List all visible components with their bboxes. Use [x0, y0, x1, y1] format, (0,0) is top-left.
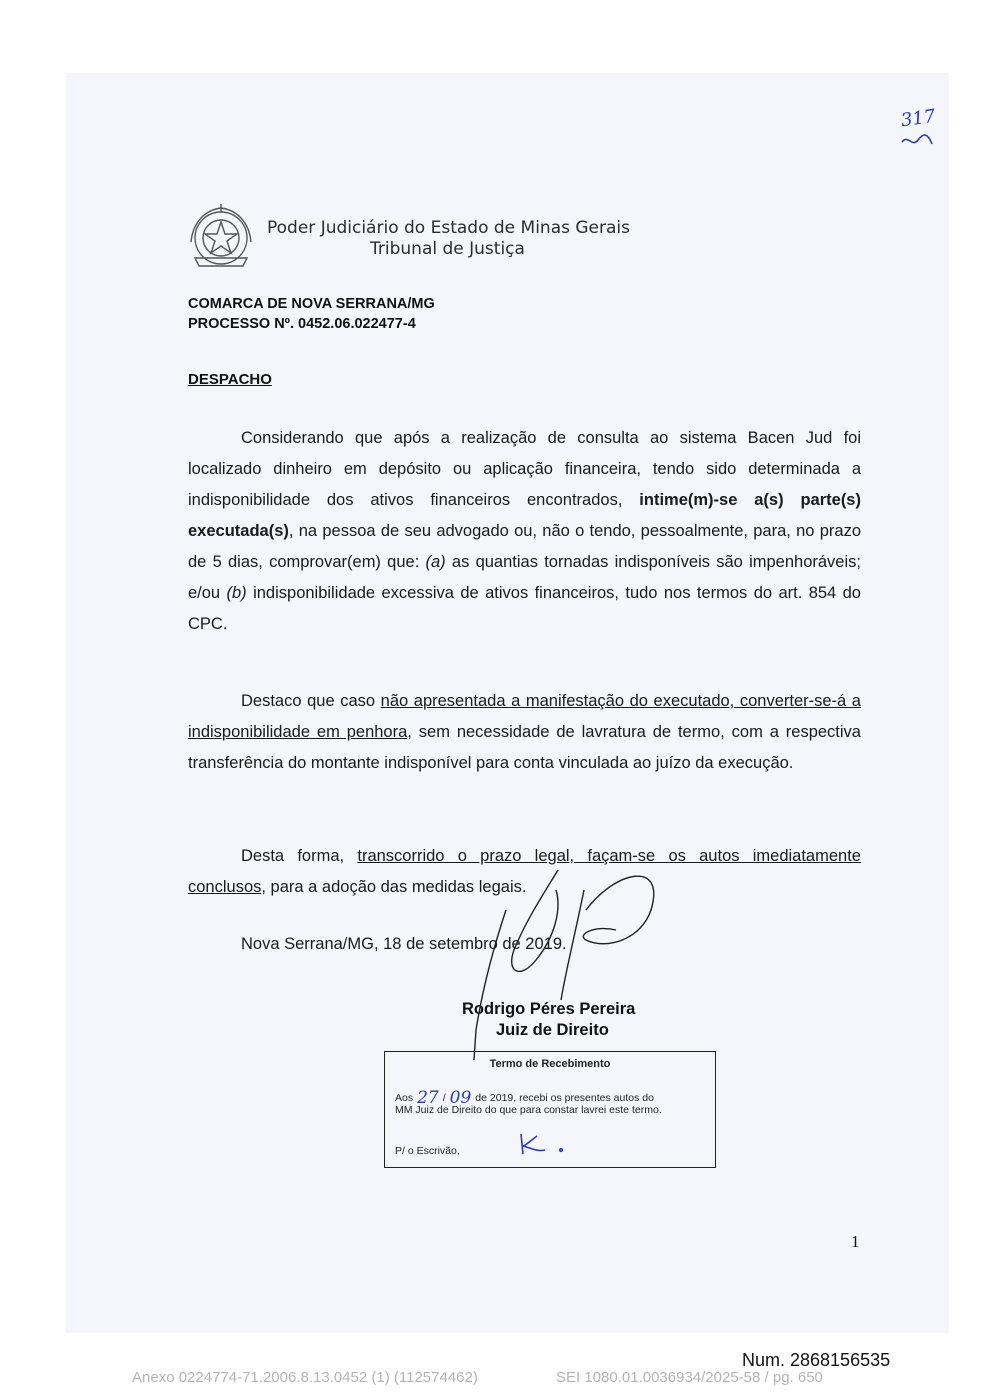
underlined-text: não apresentada a manifestação do executado, converter-se-á a indisponibilidade em penhora — [188, 692, 861, 741]
intimation-bold-text: intime(m)-se a(s) parte(s) executada(s) — [188, 491, 861, 540]
paragraph-2: Destaco que caso não apresentada a manifestação do executado, converter-se-á a indisponibilidade em penhora, sem necessidade de lavratura de termo, com a respectiva transferência do montante indisponível para conta vinculada ao juízo da execução. — [188, 692, 861, 772]
handwritten-page-number: 317 — [899, 105, 937, 132]
judge-name: Rodrigo Péres Pereira — [462, 1000, 636, 1018]
page-number: 1 — [851, 1232, 860, 1251]
receipt-title: Termo de Recebimento — [489, 1058, 611, 1070]
footer-annex: Anexo 0224774-71.2006.8.13.0452 (1) (112574462) — [132, 1369, 478, 1386]
underlined-text: transcorrido o prazo legal, façam-se os autos imediatamente conclusos — [188, 847, 861, 896]
receipt-stamp — [384, 1051, 716, 1168]
date-line: Nova Serrana/MG, 18 de setembro de 2019. — [241, 935, 567, 953]
handwritten-rubric-icon — [898, 130, 938, 152]
clerk-initial-icon — [515, 1130, 571, 1158]
comarca-line: COMARCA DE NOVA SERRANA/MG — [188, 296, 435, 312]
tribunal-name: Tribunal de Justiça — [370, 239, 525, 259]
document-id: Num. 2868156535 — [742, 1350, 891, 1370]
paragraph-3: Desta forma, transcorrido o prazo legal, façam-se os autos imediatamente conclusos, para a adoção das medidas legais. — [188, 847, 861, 896]
handwritten-month: 09 — [449, 1088, 472, 1108]
coat-of-arms-icon — [185, 202, 257, 272]
document-type-heading: DESPACHO — [188, 371, 272, 388]
judge-signature-icon — [466, 850, 666, 1060]
receipt-clerk-label: P/ o Escrivão, — [395, 1145, 460, 1157]
receipt-text-line: MM Juiz de Direito do que para constar lavrei este termo. — [395, 1104, 662, 1116]
judge-title: Juiz de Direito — [496, 1021, 609, 1039]
footer-sei: SEI 1080.01.0036934/2025-58 / pg. 650 — [556, 1369, 823, 1386]
handwritten-day: 27 — [417, 1088, 439, 1108]
court-name: Poder Judiciário do Estado de Minas Gerais — [267, 218, 630, 238]
receipt-date-line: Aos 27 / 09 de 2019, recebi os presentes autos do — [395, 1088, 654, 1108]
processo-line: PROCESSO Nº. 0452.06.022477-4 — [188, 316, 416, 332]
paragraph-1: Considerando que após a realização de consulta ao sistema Bacen Jud foi localizado dinheiro em depósito ou aplicação financeira, tendo sido determinada a indisponibilidade dos ativos financeiros encontrados, intime(m)-se a(s) parte(s) executada(s), na pessoa de seu advogado ou, não o tendo, pessoalmente, para, no prazo de 5 dias, comprovar(em) que: (a) as quantias tornadas indisponíveis são impenhoráveis; e/ou (b) indisponibilidade excessiva de ativos financeiros, tudo nos termos do art. 854 do CPC. — [188, 429, 861, 633]
